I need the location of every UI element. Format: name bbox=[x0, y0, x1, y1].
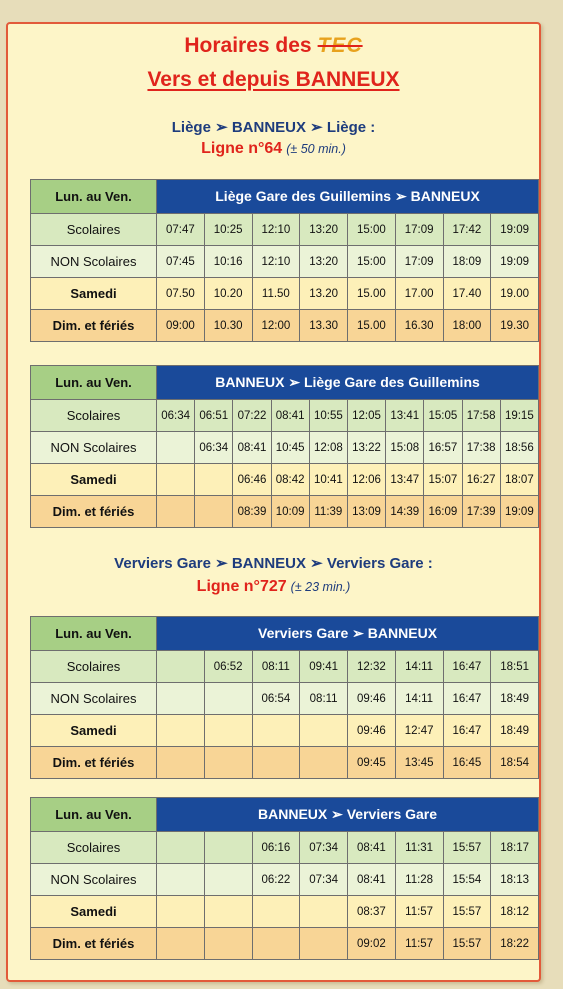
departure-time: 19:15 bbox=[500, 400, 538, 432]
row-label: Samedi bbox=[31, 464, 157, 496]
title-prefix: Horaires des bbox=[184, 34, 312, 57]
departure-time: 12:47 bbox=[395, 715, 443, 747]
table-row bbox=[31, 214, 539, 246]
table-row bbox=[31, 310, 539, 342]
departure-time: 07:45 bbox=[157, 246, 205, 278]
departure-time: 16:57 bbox=[424, 432, 462, 464]
departure-time: 18:49 bbox=[491, 683, 539, 715]
departure-time bbox=[204, 747, 252, 779]
tec-logo: TEC bbox=[317, 34, 363, 57]
day-header: Lun. au Ven. bbox=[31, 366, 157, 400]
row-label: Samedi bbox=[31, 278, 157, 310]
departure-time: 12:00 bbox=[252, 310, 300, 342]
departure-time bbox=[157, 496, 195, 528]
table-row bbox=[31, 683, 539, 715]
timetable-verviers-to-banneux bbox=[30, 616, 539, 779]
departure-time: 10:16 bbox=[204, 246, 252, 278]
departure-time: 12:10 bbox=[252, 246, 300, 278]
departure-time: 16:47 bbox=[443, 651, 491, 683]
departure-time: 11:57 bbox=[395, 928, 443, 960]
row-label: NON Scolaires bbox=[31, 683, 157, 715]
departure-time: 06:16 bbox=[252, 832, 300, 864]
departure-time: 18:49 bbox=[491, 715, 539, 747]
departure-time: 17:09 bbox=[395, 246, 443, 278]
departure-time: 13:41 bbox=[386, 400, 424, 432]
departure-time: 10.20 bbox=[204, 278, 252, 310]
departure-time: 07.50 bbox=[157, 278, 205, 310]
departure-time: 18:13 bbox=[491, 864, 539, 896]
departure-time: 17:58 bbox=[462, 400, 500, 432]
timetable-liege-to-banneux bbox=[30, 179, 539, 342]
departure-time: 09:45 bbox=[348, 747, 396, 779]
row-label: Dim. et fériés bbox=[31, 496, 157, 528]
departure-time: 15:57 bbox=[443, 832, 491, 864]
departure-time: 08:37 bbox=[348, 896, 396, 928]
departure-time: 17:42 bbox=[443, 214, 491, 246]
departure-time: 13:20 bbox=[300, 214, 348, 246]
departure-time bbox=[252, 747, 300, 779]
departure-time: 16:47 bbox=[443, 683, 491, 715]
departure-time: 18:17 bbox=[491, 832, 539, 864]
departure-time: 11:28 bbox=[395, 864, 443, 896]
row-label: Scolaires bbox=[31, 400, 157, 432]
departure-time bbox=[204, 715, 252, 747]
table-row bbox=[31, 832, 539, 864]
departure-time bbox=[157, 832, 205, 864]
day-header: Lun. au Ven. bbox=[31, 798, 157, 832]
line-64-info bbox=[8, 140, 539, 158]
row-label: Scolaires bbox=[31, 651, 157, 683]
departure-time bbox=[252, 928, 300, 960]
departure-time: 07:22 bbox=[233, 400, 271, 432]
page-title bbox=[8, 34, 539, 58]
departure-time: 18:00 bbox=[443, 310, 491, 342]
departure-time: 09:46 bbox=[348, 683, 396, 715]
departure-time: 07:34 bbox=[300, 864, 348, 896]
route-line-727: Verviers Gare ➢ BANNEUX ➢ Verviers Gare : bbox=[114, 555, 433, 572]
departure-time: 13:22 bbox=[347, 432, 385, 464]
departure-time: 12:08 bbox=[309, 432, 347, 464]
departure-time: 12:32 bbox=[348, 651, 396, 683]
departure-time: 06:46 bbox=[233, 464, 271, 496]
line-727-info bbox=[8, 578, 539, 596]
departure-time: 16:09 bbox=[424, 496, 462, 528]
departure-time: 09:41 bbox=[300, 651, 348, 683]
departure-time bbox=[204, 896, 252, 928]
table-row bbox=[31, 896, 539, 928]
departure-time bbox=[204, 683, 252, 715]
departure-time: 06:51 bbox=[195, 400, 233, 432]
departure-time: 15:07 bbox=[424, 464, 462, 496]
departure-time: 16:27 bbox=[462, 464, 500, 496]
table-row bbox=[31, 747, 539, 779]
departure-time: 10:09 bbox=[271, 496, 309, 528]
departure-time: 19:09 bbox=[491, 214, 539, 246]
table-row bbox=[31, 278, 539, 310]
row-label: Scolaires bbox=[31, 832, 157, 864]
departure-time: 10:55 bbox=[309, 400, 347, 432]
departure-time: 15:00 bbox=[348, 246, 396, 278]
departure-time: 16:47 bbox=[443, 715, 491, 747]
departure-time bbox=[195, 496, 233, 528]
departure-time bbox=[300, 747, 348, 779]
departure-time: 17:38 bbox=[462, 432, 500, 464]
table-row bbox=[31, 651, 539, 683]
departure-time: 07:34 bbox=[300, 832, 348, 864]
line-727-number: Ligne n°727 bbox=[196, 578, 287, 595]
row-label: NON Scolaires bbox=[31, 432, 157, 464]
line-727-frequency: (± 23 min.) bbox=[290, 580, 351, 594]
departure-time: 13:45 bbox=[395, 747, 443, 779]
table-row bbox=[31, 246, 539, 278]
departure-time: 10:45 bbox=[271, 432, 309, 464]
departure-time: 06:34 bbox=[195, 432, 233, 464]
page-subtitle: Vers et depuis BANNEUX bbox=[147, 68, 400, 91]
departure-time bbox=[204, 928, 252, 960]
row-label: NON Scolaires bbox=[31, 864, 157, 896]
departure-time: 18:09 bbox=[443, 246, 491, 278]
table-row bbox=[31, 928, 539, 960]
departure-time: 17:39 bbox=[462, 496, 500, 528]
departure-time bbox=[204, 864, 252, 896]
departure-time: 13.20 bbox=[300, 278, 348, 310]
table-row bbox=[31, 715, 539, 747]
departure-time: 18:07 bbox=[500, 464, 538, 496]
direction-header: BANNEUX ➢ Liège Gare des Guillemins bbox=[157, 366, 539, 400]
row-label: Samedi bbox=[31, 715, 157, 747]
departure-time bbox=[252, 715, 300, 747]
departure-time bbox=[300, 896, 348, 928]
table-row bbox=[31, 496, 539, 528]
direction-header: BANNEUX ➢ Verviers Gare bbox=[157, 798, 539, 832]
day-header: Lun. au Ven. bbox=[31, 617, 157, 651]
departure-time bbox=[157, 896, 205, 928]
line-64-frequency: (± 50 min.) bbox=[286, 142, 346, 156]
timetable-banneux-to-liege bbox=[30, 365, 539, 528]
departure-time: 13:20 bbox=[300, 246, 348, 278]
departure-time bbox=[157, 464, 195, 496]
row-label: NON Scolaires bbox=[31, 246, 157, 278]
departure-time: 09:02 bbox=[348, 928, 396, 960]
departure-time: 06:54 bbox=[252, 683, 300, 715]
departure-time: 15:08 bbox=[386, 432, 424, 464]
departure-time bbox=[300, 928, 348, 960]
departure-time: 13.30 bbox=[300, 310, 348, 342]
departure-time: 08:11 bbox=[252, 651, 300, 683]
departure-time: 10.30 bbox=[204, 310, 252, 342]
departure-time: 18:12 bbox=[491, 896, 539, 928]
schedule-card bbox=[6, 22, 541, 982]
departure-time: 07:47 bbox=[157, 214, 205, 246]
departure-time bbox=[252, 896, 300, 928]
departure-time: 09:46 bbox=[348, 715, 396, 747]
departure-time: 14:11 bbox=[395, 651, 443, 683]
departure-time: 16.30 bbox=[395, 310, 443, 342]
departure-time: 15:05 bbox=[424, 400, 462, 432]
direction-header: Liège Gare des Guillemins ➢ BANNEUX bbox=[157, 180, 539, 214]
departure-time: 08:41 bbox=[233, 432, 271, 464]
departure-time: 08:11 bbox=[300, 683, 348, 715]
departure-time: 15:54 bbox=[443, 864, 491, 896]
departure-time: 18:51 bbox=[491, 651, 539, 683]
departure-time: 13:09 bbox=[347, 496, 385, 528]
departure-time: 17.40 bbox=[443, 278, 491, 310]
departure-time bbox=[157, 432, 195, 464]
row-label: Samedi bbox=[31, 896, 157, 928]
departure-time bbox=[300, 715, 348, 747]
departure-time: 19:09 bbox=[491, 246, 539, 278]
departure-time: 14:11 bbox=[395, 683, 443, 715]
departure-time: 17.00 bbox=[395, 278, 443, 310]
departure-time: 15:57 bbox=[443, 896, 491, 928]
departure-time bbox=[157, 864, 205, 896]
departure-time: 11.50 bbox=[252, 278, 300, 310]
row-label: Scolaires bbox=[31, 214, 157, 246]
departure-time: 11:39 bbox=[309, 496, 347, 528]
departure-time: 15.00 bbox=[348, 310, 396, 342]
departure-time: 15:00 bbox=[348, 214, 396, 246]
table-row bbox=[31, 464, 539, 496]
departure-time: 08:42 bbox=[271, 464, 309, 496]
departure-time: 12:10 bbox=[252, 214, 300, 246]
departure-time: 12:06 bbox=[347, 464, 385, 496]
departure-time: 18:56 bbox=[500, 432, 538, 464]
departure-time: 15.00 bbox=[348, 278, 396, 310]
departure-time bbox=[157, 715, 205, 747]
departure-time: 19.30 bbox=[491, 310, 539, 342]
departure-time: 08:41 bbox=[348, 832, 396, 864]
departure-time: 19:09 bbox=[500, 496, 538, 528]
row-label: Dim. et fériés bbox=[31, 928, 157, 960]
table-row bbox=[31, 400, 539, 432]
departure-time: 08:41 bbox=[348, 864, 396, 896]
departure-time bbox=[204, 832, 252, 864]
departure-time: 12:05 bbox=[347, 400, 385, 432]
route-line-64: Liège ➢ BANNEUX ➢ Liège : bbox=[171, 119, 376, 136]
departure-time: 14:39 bbox=[386, 496, 424, 528]
departure-time: 11:31 bbox=[395, 832, 443, 864]
departure-time: 13:47 bbox=[386, 464, 424, 496]
departure-time: 15:57 bbox=[443, 928, 491, 960]
departure-time: 17:09 bbox=[395, 214, 443, 246]
departure-time: 19.00 bbox=[491, 278, 539, 310]
direction-header: Verviers Gare ➢ BANNEUX bbox=[157, 617, 539, 651]
table-row bbox=[31, 432, 539, 464]
departure-time: 06:52 bbox=[204, 651, 252, 683]
departure-time: 10:41 bbox=[309, 464, 347, 496]
departure-time bbox=[157, 683, 205, 715]
departure-time bbox=[157, 928, 205, 960]
line-64-number: Ligne n°64 bbox=[201, 140, 283, 157]
departure-time: 09:00 bbox=[157, 310, 205, 342]
departure-time: 06:22 bbox=[252, 864, 300, 896]
departure-time bbox=[157, 651, 205, 683]
departure-time bbox=[195, 464, 233, 496]
departure-time: 10:25 bbox=[204, 214, 252, 246]
timetable-banneux-to-verviers bbox=[30, 797, 539, 960]
departure-time: 18:22 bbox=[491, 928, 539, 960]
day-header: Lun. au Ven. bbox=[31, 180, 157, 214]
table-row bbox=[31, 864, 539, 896]
departure-time: 16:45 bbox=[443, 747, 491, 779]
departure-time: 11:57 bbox=[395, 896, 443, 928]
departure-time bbox=[157, 747, 205, 779]
departure-time: 06:34 bbox=[157, 400, 195, 432]
departure-time: 08:39 bbox=[233, 496, 271, 528]
departure-time: 18:54 bbox=[491, 747, 539, 779]
row-label: Dim. et fériés bbox=[31, 310, 157, 342]
row-label: Dim. et fériés bbox=[31, 747, 157, 779]
departure-time: 08:41 bbox=[271, 400, 309, 432]
